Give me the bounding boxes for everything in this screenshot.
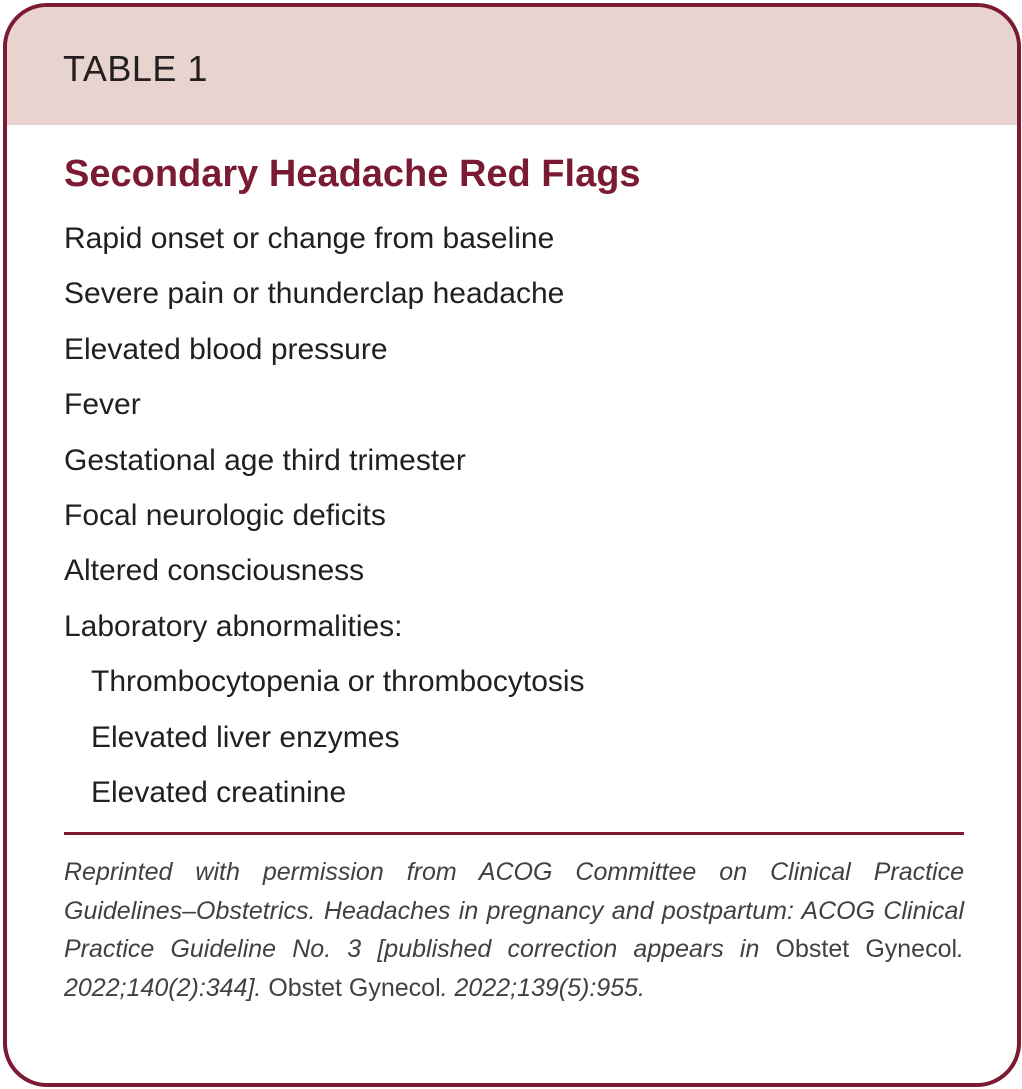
red-flag-item: Laboratory abnormalities: xyxy=(64,609,403,643)
source-footnote xyxy=(64,853,964,1007)
table-card xyxy=(3,3,1021,1087)
red-flag-item: Severe pain or thunderclap headache xyxy=(64,277,565,311)
red-flag-item: Gestational age third trimester xyxy=(64,443,466,477)
red-flag-item: Rapid onset or change from baseline xyxy=(64,222,555,255)
divider xyxy=(64,832,964,835)
journal-name: Obstet Gynecol xyxy=(268,973,441,1002)
table-label: TABLE 1 xyxy=(63,48,208,89)
table-header xyxy=(7,7,1017,125)
red-flag-item: Altered consciousness xyxy=(64,554,365,588)
table-body xyxy=(64,147,964,1007)
red-flag-subitem: Thrombocytopenia or thrombocytosis xyxy=(91,665,585,699)
red-flag-item: Fever xyxy=(64,388,141,422)
red-flag-subitem: Elevated liver enzymes xyxy=(91,720,400,754)
red-flag-subitem: Elevated creatinine xyxy=(91,775,347,809)
red-flag-list xyxy=(64,211,964,820)
footnote-text: Reprinted with permission from ACOG Committee on Clinical Practice Guidelines–Obstetrics. Headaches in pregnancy and postpartum: ACOG Clinical Practice Guideline No. 3 [published correction appears in xyxy=(64,858,964,964)
footnote-text: . 2022;140(2):344]. xyxy=(64,935,964,1002)
footnote-text: . 2022;139(5):955. xyxy=(440,973,645,1002)
table-title: Secondary Headache Red Flags xyxy=(64,153,641,195)
journal-name: Obstet Gynecol xyxy=(775,935,958,964)
red-flag-item: Elevated blood pressure xyxy=(64,332,388,366)
red-flag-item: Focal neurologic deficits xyxy=(64,498,386,532)
